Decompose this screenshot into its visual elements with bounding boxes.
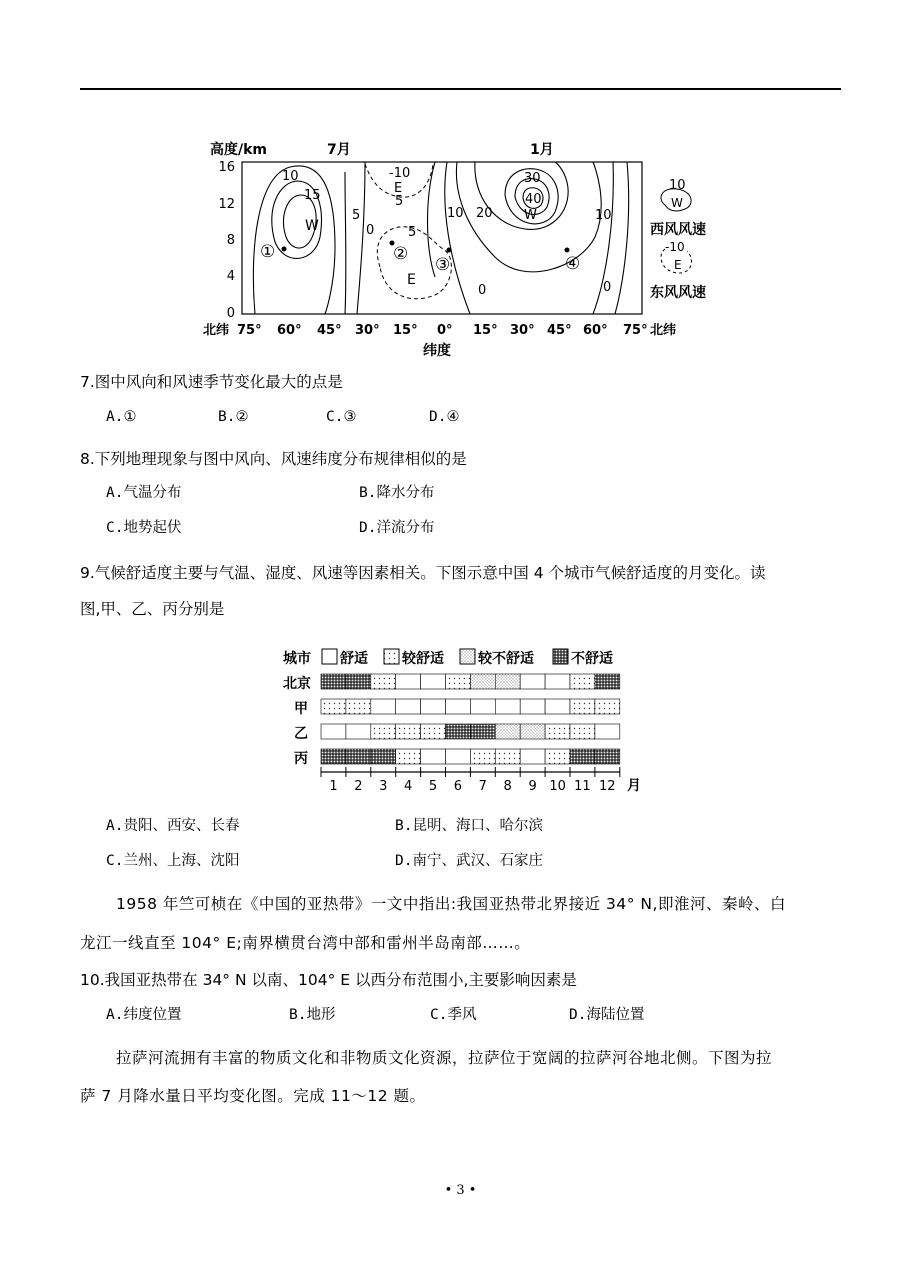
easterly-legend-value: -10 [665,240,685,254]
month-label: 6 [453,779,463,794]
comfort-cell-fairly-comfortable [570,699,595,714]
q8-option-b[interactable]: B.降水分布 [359,485,435,501]
city-header: 城市 [283,651,311,667]
legend-uncomfortable: 不舒适 [571,651,613,667]
point-3-label: ③ [435,255,451,275]
westerly-center: W [305,218,319,234]
q9-option-c[interactable]: C.兰州、上海、沈阳 [106,853,240,869]
comfort-cell-fairly-comfortable [371,724,396,739]
y-tick-4: 4 [226,269,235,284]
easterly-legend-center: E [674,258,682,272]
comfort-cell-less-comfortable [495,724,520,739]
january-westerly-labels [447,171,612,298]
comfort-cell-fairly-comfortable [595,699,620,714]
comfort-cell-comfortable [595,724,620,739]
january-label: 1月 [530,142,554,158]
point-3-dot [447,248,452,253]
plot-frame [242,162,642,314]
comfort-cell-comfortable [321,724,346,739]
passage2-line2: 萨 7 月降水量日平均变化图。完成 11～12 题。 [80,1087,426,1105]
westerly-legend-value: 10 [669,178,686,193]
comfort-legend [322,649,613,667]
x-tick: 60° [277,323,302,338]
y-tick-8: 8 [226,233,235,248]
contour-label: 5 [408,225,417,240]
comfort-cell-fairly-comfortable [545,749,570,764]
x-tick: 15° [393,323,418,338]
marked-points [260,241,580,276]
y-ticks [218,160,235,321]
comfort-cell-comfortable [545,674,570,689]
comfort-cell-comfortable [470,699,495,714]
comfort-cell-comfortable [545,699,570,714]
contour-label: 15 [304,188,321,203]
q8-option-d[interactable]: D.洋流分布 [359,520,435,536]
easterly-labels [389,166,416,288]
july-westerly-labels [282,169,374,238]
comfort-cell-fairly-comfortable [495,749,520,764]
x-tick: 75° [623,323,648,338]
city-label-bing: 丙 [294,751,308,767]
easterly-center: E [407,272,416,288]
comfort-cell-less-comfortable [520,724,545,739]
comfort-cell-comfortable [421,674,446,689]
contour-label: 5 [352,208,361,223]
comfort-cell-fairly-comfortable [421,724,446,739]
comfort-cell-fairly-comfortable [446,674,471,689]
july-westerly-contours [253,162,365,314]
city-labels [283,675,311,767]
contour-label: 30 [524,171,541,186]
contour-label: 10 [595,208,612,223]
comfort-cell-uncomfortable [346,749,371,764]
contour-label: 0 [603,280,612,295]
x-tick: 0° [437,323,453,338]
q7-option-b[interactable]: B.② [218,409,249,425]
x-ticks [203,322,676,338]
contour-label: 5 [395,194,404,209]
month-label: 8 [503,779,512,794]
y-tick-0: 0 [226,306,235,321]
easterly-legend-label: 东风风速 [650,285,706,301]
x-tick: 75° [237,323,262,338]
month-label: 7 [478,779,487,794]
comfort-cell-less-comfortable [470,674,495,689]
contour-label: 10 [447,206,464,221]
july-label: 7月 [327,142,351,158]
easterly-center: E [394,181,403,196]
comfort-cell-fairly-comfortable [396,749,421,764]
comfort-cell-comfortable [346,724,371,739]
passage2-line1: 拉萨河流拥有丰富的物质文化和非物质文化资源，拉萨位于宽阔的拉萨河谷地北侧。下图为拉 [116,1049,773,1067]
x-tick: 60° [583,323,608,338]
comfort-cell-uncomfortable [446,724,471,739]
x-tick: 30° [510,323,535,338]
legend-fairly-comfortable: 较舒适 [402,651,444,667]
westerly-legend-center: W [671,196,683,210]
comfort-cell-comfortable [520,749,545,764]
contour-label: 10 [282,169,299,184]
legend-comfortable: 舒适 [340,651,368,667]
month-unit: 月 [627,778,641,794]
comfort-cell-comfortable [495,699,520,714]
passage1-line1: 1958 年竺可桢在《中国的亚热带》一文中指出:我国亚热带北界接近 34° N,即淮河、秦岭、白 [116,895,786,913]
contour-label: 40 [525,192,542,207]
comfort-cell-comfortable [371,699,396,714]
comfort-cell-comfortable [446,699,471,714]
q10-stem: 10.我国亚热带在 34° N 以南、104° E 以西分布范围小,主要影响因素是 [80,971,577,989]
point-1-label: ① [260,242,276,262]
q9-option-a[interactable]: A.贵阳、西安、长春 [106,818,240,834]
legend-swatch-fairly-comfortable [384,649,399,664]
q8-option-a[interactable]: A.气温分布 [106,485,182,501]
point-1-dot [282,247,287,252]
comfort-cell-uncomfortable [570,749,595,764]
month-label: 12 [599,779,616,794]
x-tick: 45° [547,323,572,338]
comfort-cell-uncomfortable [470,724,495,739]
wind-contour-figure [195,137,735,362]
comfort-cell-comfortable [520,699,545,714]
q7-option-c[interactable]: C.③ [326,409,357,425]
city-label-beijing: 北京 [283,676,311,692]
month-label: 11 [574,779,591,794]
q9-option-b[interactable]: B.昆明、海口、哈尔滨 [395,818,543,834]
header-rule [80,88,841,90]
q9-option-d[interactable]: D.南宁、武汉、石家庄 [395,853,543,869]
legend-swatch-less-comfortable [460,649,475,664]
month-label: 5 [428,779,438,794]
comfort-cell-uncomfortable [595,749,620,764]
contour-label: 20 [476,206,493,221]
comfort-cell-fairly-comfortable [545,724,570,739]
month-label: 9 [528,779,537,794]
legend-swatch-uncomfortable [553,649,568,664]
comfort-cell-fairly-comfortable [470,749,495,764]
comfort-cell-comfortable [396,674,421,689]
month-label: 1 [329,779,338,794]
legend-swatch-comfortable [322,649,337,664]
x-right-label: 北纬 [650,323,677,338]
westerly-center: W [524,208,537,223]
contour-label: 0 [478,283,487,298]
comfort-cell-uncomfortable [371,749,396,764]
month-labels [329,779,615,794]
comfort-cell-fairly-comfortable [321,699,346,714]
point-2-label: ② [393,244,409,264]
q7-stem: 7.图中风向和风速季节变化最大的点是 [80,373,343,391]
comfort-cell-comfortable [520,674,545,689]
month-label: 10 [549,779,566,794]
comfort-cell-uncomfortable [321,674,346,689]
comfort-cell-comfortable [446,749,471,764]
x-axis-title: 纬度 [423,343,451,359]
comfort-cell-uncomfortable [346,674,371,689]
month-label: 4 [403,779,413,794]
city-label-yi: 乙 [294,726,308,742]
comfort-cell-comfortable [396,699,421,714]
q8-stem: 8.下列地理现象与图中风向、风速纬度分布规律相似的是 [80,450,467,468]
q9-stem-line1: 9.气候舒适度主要与气温、湿度、风速等因素相关。下图示意中国 4 个城市气候舒适度的月变化。读 [80,564,766,582]
page-number: • 3 • [444,1183,477,1198]
comfort-cell-fairly-comfortable [371,674,396,689]
legend-less-comfortable: 较不舒适 [478,651,534,667]
q10-option-b[interactable]: B.地形 [289,1007,336,1023]
y-axis-title: 高度/km [210,142,268,158]
x-left-label: 北纬 [203,323,230,338]
q8-option-c[interactable]: C.地势起伏 [106,520,182,536]
comfort-cell-fairly-comfortable [570,724,595,739]
comfort-cell-uncomfortable [595,674,620,689]
contour-label: 0 [366,223,375,238]
comfort-chart [278,642,648,802]
westerly-legend-label: 西风风速 [650,222,706,238]
comfort-cell-comfortable [421,749,446,764]
comfort-cell-comfortable [421,699,446,714]
q7-option-d[interactable]: D.④ [429,409,460,425]
passage1-line2: 龙江一线直至 104° E;南界横贯台湾中部和雷州半岛南部……。 [80,934,531,952]
comfort-bars [321,674,620,764]
y-tick-12: 12 [218,197,235,212]
comfort-cell-uncomfortable [321,749,346,764]
q10-option-d[interactable]: D.海陆位置 [569,1007,645,1023]
month-label: 2 [354,779,363,794]
x-tick: 15° [473,323,498,338]
contour-label: -10 [389,166,411,181]
city-label-jia: 甲 [294,701,308,717]
q10-option-c[interactable]: C.季风 [430,1007,477,1023]
point-4-dot [565,248,570,253]
q7-option-a[interactable]: A.① [106,409,137,425]
comfort-cell-fairly-comfortable [570,674,595,689]
x-tick: 45° [317,323,342,338]
q10-option-a[interactable]: A.纬度位置 [106,1007,182,1023]
x-tick: 30° [355,323,380,338]
q9-stem-line2: 图,甲、乙、丙分别是 [80,600,225,618]
wind-legend [650,178,706,301]
month-label: 3 [379,779,388,794]
y-tick-16: 16 [218,160,235,175]
comfort-cell-less-comfortable [495,674,520,689]
point-4-label: ④ [565,254,581,274]
comfort-cell-fairly-comfortable [346,699,371,714]
comfort-cell-fairly-comfortable [396,724,421,739]
